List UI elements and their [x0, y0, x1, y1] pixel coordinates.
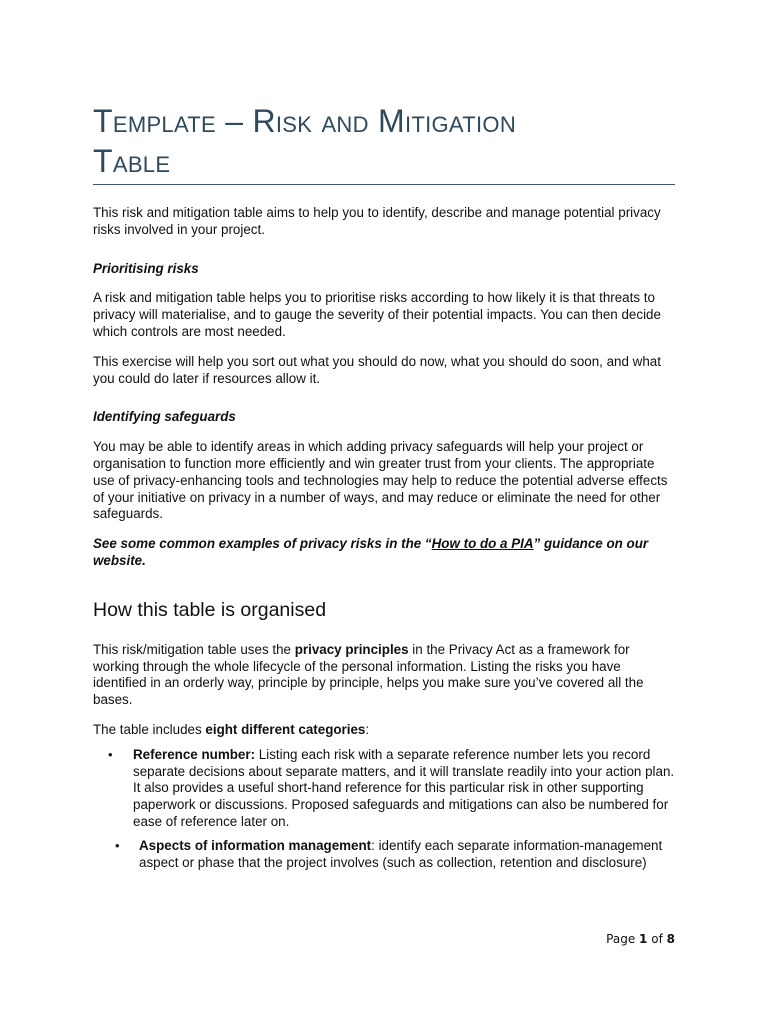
safeguards-heading: Identifying safeguards — [93, 409, 236, 425]
bullet-label: Reference number: — [133, 746, 256, 762]
eight-categories-term: eight different categories — [205, 721, 366, 737]
footer-current-page: 1 — [639, 932, 648, 946]
organised-heading: How this table is organised — [93, 598, 327, 621]
bullet-text: : identify each separate information-management aspect or phase that the project involves (such as collection, retention and disclosure) — [139, 837, 663, 870]
see-examples-note — [93, 536, 678, 570]
organised-paragraph-1 — [93, 642, 678, 709]
intro-paragraph: This risk and mitigation table aims to help you to identify, describe and manage potential privacy risks involved in your project. — [93, 205, 661, 237]
footer-of-word: of — [651, 932, 663, 946]
prioritising-paragraph-2: This exercise will help you sort out what you should do now, what you should do soon, and what you could do later if resources allow it. — [93, 353, 661, 386]
safeguards-paragraph-1: You may be able to identify areas in which adding privacy safeguards will help your project or organisation to function more efficiently and win greater trust from your clients. The appropriate use of privacy-enhancing tools and technologies may help to reduce the potential adverse effects of your initiative on privacy in a number of ways, and may reduce or eliminate the need for other safeguards. — [93, 439, 668, 522]
privacy-principles-term: privacy principles — [294, 641, 409, 657]
organised-p2-suffix: : — [365, 721, 370, 737]
organised-p1-prefix: This risk/mitigation table uses the — [93, 641, 295, 657]
list-item-aspects — [93, 838, 678, 872]
organised-p2-prefix: The table includes — [93, 721, 206, 737]
footer-page-word: Page — [606, 932, 636, 946]
document-body — [93, 205, 678, 871]
bullet-label: Aspects of information management — [139, 837, 372, 853]
bullet-text: Listing each risk with a separate reference number lets you record separate decisions about separate matters, and it will translate readily into your action plan. It also provides a useful short-hand reference for this particular risk in other supporting paperwork or discussions. Proposed safeguards and mitigations can also be numbered for ease of reference later on. — [133, 746, 675, 829]
bullet-icon: • — [115, 837, 120, 853]
organised-p1-suffix: in the Privacy Act as a framework for working through the whole lifecycle of the personal information. Listing the risks you have identified in an orderly way, principle by principle, helps you make sure you’ve covered all the bases. — [93, 641, 644, 708]
title-line-2: Table — [93, 143, 171, 179]
page-footer — [606, 932, 675, 946]
see-examples-prefix: See some common examples of privacy risks in the “ — [93, 536, 432, 552]
categories-list — [93, 747, 678, 872]
see-examples-suffix: ” guidance on our website. — [93, 536, 649, 568]
prioritising-heading: Prioritising risks — [93, 260, 199, 276]
prioritising-paragraph-1: A risk and mitigation table helps you to prioritise risks according to how likely it is that threats to privacy will materialise, and to gauge the severity of their potential impacts. You can then decide which controls are most needed. — [93, 290, 661, 339]
how-to-do-a-pia-link[interactable]: How to do a PIA — [431, 536, 534, 552]
bullet-icon: • — [108, 746, 113, 762]
title-block — [93, 101, 675, 185]
footer-total-pages: 8 — [666, 932, 675, 946]
page-title — [93, 101, 675, 181]
title-line-1: Template – Risk and Mitigation — [93, 103, 517, 139]
organised-paragraph-2 — [93, 722, 678, 739]
list-item-reference-number — [93, 747, 678, 831]
